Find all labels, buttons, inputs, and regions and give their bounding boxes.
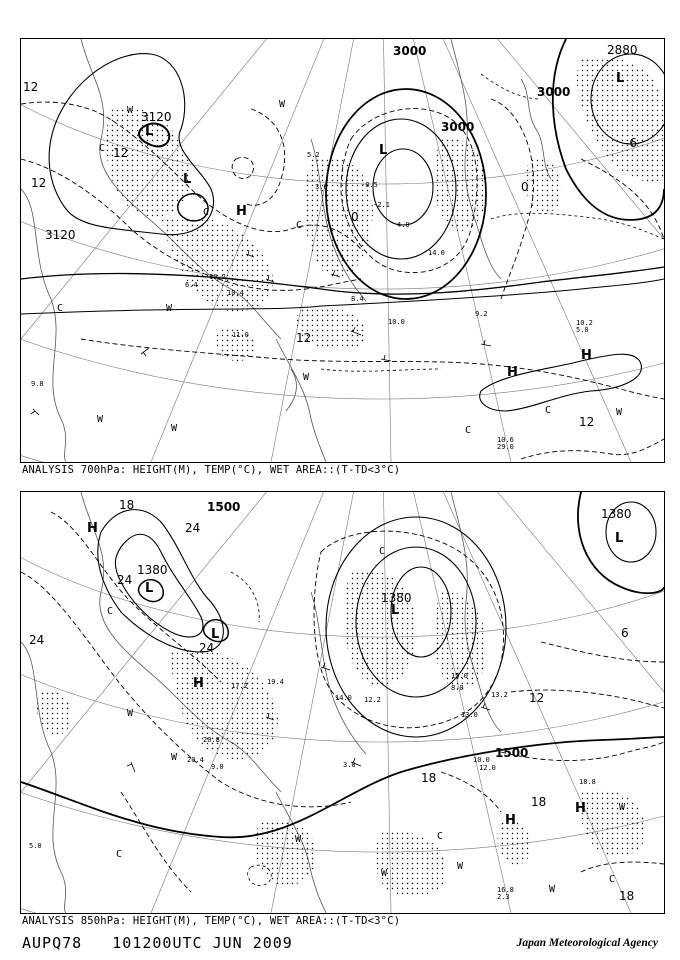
cold-marker: C — [296, 220, 303, 231]
temp-label: 18 — [119, 498, 135, 512]
low-pressure-center: L — [616, 71, 625, 86]
station-obs: 13.0 — [461, 711, 478, 719]
map-panel-850hpa — [20, 491, 665, 914]
station-obs: 17.2 — [231, 682, 248, 690]
temp-label: 12 — [113, 146, 129, 160]
station-obs: 2.3 — [497, 893, 510, 901]
warm-marker: W — [616, 407, 623, 418]
cold-marker: C — [203, 207, 210, 218]
chart-identifier — [22, 934, 293, 952]
station-obs: 11.0 — [232, 331, 249, 339]
chart-datetime: 101200UTC JUN 2009 — [112, 934, 293, 952]
station-obs: 15.0 — [451, 672, 468, 680]
low-pressure-center: L — [615, 531, 624, 546]
temp-label: 0 — [351, 210, 359, 224]
temp-label: 24 — [117, 573, 133, 587]
warm-marker: W — [127, 708, 134, 719]
station-obs: 16.8 — [497, 886, 514, 894]
cold-marker: C — [379, 546, 386, 557]
temp-label: 12 — [31, 176, 47, 190]
station-obs: 5.0 — [576, 326, 589, 334]
station-obs: 3.6 — [315, 183, 328, 191]
warm-marker: W — [457, 861, 464, 872]
station-obs: 18.8 — [579, 778, 596, 786]
height-label: 1380 — [601, 507, 632, 521]
height-label: 3000 — [441, 120, 475, 134]
high-pressure-center: H — [575, 801, 586, 816]
height-label: 3120 — [45, 228, 76, 242]
high-pressure-center: H — [581, 348, 592, 363]
temp-label: 24 — [29, 633, 45, 647]
station-obs: 8.0 — [451, 684, 464, 692]
temp-label: 6 — [621, 626, 629, 640]
temp-label: -6 — [625, 136, 637, 150]
agency-name: Japan Meteorological Agency — [516, 937, 658, 949]
station-obs: 10.2 — [576, 319, 593, 327]
station-obs: 10.0 — [473, 756, 490, 764]
station-obs: 6.4 — [185, 281, 198, 289]
cold-marker: C — [57, 303, 64, 314]
weather-map-700hpa — [21, 39, 664, 462]
temperature-contours — [21, 512, 664, 892]
warm-marker: W — [97, 414, 104, 425]
station-obs: -2.1 — [373, 201, 390, 209]
low-pressure-center: L — [145, 581, 154, 596]
temp-label: 24 — [199, 641, 215, 655]
height-label: 1500 — [495, 746, 529, 760]
weather-map-850hpa — [21, 492, 664, 913]
low-pressure-center: L — [379, 143, 388, 158]
warm-marker: W — [171, 423, 178, 434]
low-pressure-center: L — [391, 603, 400, 618]
height-contours — [21, 492, 664, 837]
station-obs: 10.0 — [388, 318, 405, 326]
station-obs: 5.2 — [307, 151, 320, 159]
high-pressure-center: H — [505, 813, 516, 828]
station-obs: 9.8 — [31, 380, 44, 388]
warm-marker: W — [549, 884, 556, 895]
cold-marker: C — [465, 425, 472, 436]
map-panel-700hpa — [20, 38, 665, 463]
height-label: 2880 — [607, 43, 638, 57]
temp-label: 24 — [185, 521, 201, 535]
temp-label: 18 — [531, 795, 547, 809]
station-obs: 14.0 — [428, 249, 445, 257]
cold-marker: C — [609, 874, 616, 885]
warm-marker: W — [303, 372, 310, 383]
warm-marker: W — [619, 802, 626, 813]
station-obs: 14.0 — [335, 694, 352, 702]
panel-caption-850hpa: ANALYSIS 850hPa: HEIGHT(M), TEMP(°C), WET AREA::(T-TD<3°C) — [22, 915, 401, 927]
height-label: 3000 — [393, 44, 427, 58]
warm-marker: W — [381, 868, 388, 879]
high-pressure-center: H — [236, 204, 247, 219]
temp-label: 12 — [529, 691, 545, 705]
height-label: 1380 — [381, 591, 412, 605]
high-pressure-center: H — [87, 521, 98, 536]
height-label: 3000 — [537, 85, 571, 99]
station-obs: 12.2 — [364, 696, 381, 704]
temp-label: 18 — [421, 771, 437, 785]
station-obs: 9.2 — [475, 310, 488, 318]
high-pressure-center: H — [193, 676, 204, 691]
station-obs: 12.0 — [479, 764, 496, 772]
temp-label: 12 — [296, 331, 312, 345]
chart-code: AUPQ78 — [22, 934, 83, 952]
high-pressure-center: H — [507, 365, 518, 380]
height-label: 1380 — [137, 563, 168, 577]
temp-label: 18 — [619, 889, 635, 903]
low-pressure-center: L — [211, 627, 220, 642]
warm-marker: W — [279, 99, 286, 110]
height-label: 1500 — [207, 500, 241, 514]
station-obs: 19.4 — [267, 678, 284, 686]
station-obs: 10.4 — [227, 289, 244, 297]
station-obs: -0.5 — [361, 181, 378, 189]
temp-label: 12 — [579, 415, 595, 429]
cold-marker: C — [99, 143, 106, 154]
station-obs: 29.0 — [497, 443, 514, 451]
station-obs: 5.0 — [29, 842, 42, 850]
station-obs: 4.0 — [397, 221, 410, 229]
warm-marker: W — [295, 834, 302, 845]
warm-marker: W — [127, 105, 134, 116]
panel-caption-700hpa: ANALYSIS 700hPa: HEIGHT(M), TEMP(°C), WET AREA::(T-TD<3°C) — [22, 464, 401, 476]
temp-label: 0 — [521, 180, 529, 194]
warm-marker: W — [171, 752, 178, 763]
warm-marker: W — [166, 303, 173, 314]
station-obs: 13.2 — [491, 691, 508, 699]
station-obs: 8.4 — [351, 295, 364, 303]
cold-marker: C — [107, 606, 114, 617]
station-obs: 10.6 — [497, 436, 514, 444]
cold-marker: C — [116, 849, 123, 860]
low-pressure-center: L — [145, 124, 154, 139]
station-obs: 3.0 — [343, 761, 356, 769]
height-label: 3120 — [141, 110, 172, 124]
low-pressure-center: L — [183, 172, 192, 187]
cold-marker: C — [545, 405, 552, 416]
station-obs: 10.2 — [209, 273, 226, 281]
cold-marker: C — [437, 831, 444, 842]
station-obs: 9.0 — [211, 763, 224, 771]
temp-label: 12 — [23, 80, 39, 94]
station-obs: 20.8 — [203, 736, 220, 744]
station-obs: 20.4 — [187, 756, 204, 764]
